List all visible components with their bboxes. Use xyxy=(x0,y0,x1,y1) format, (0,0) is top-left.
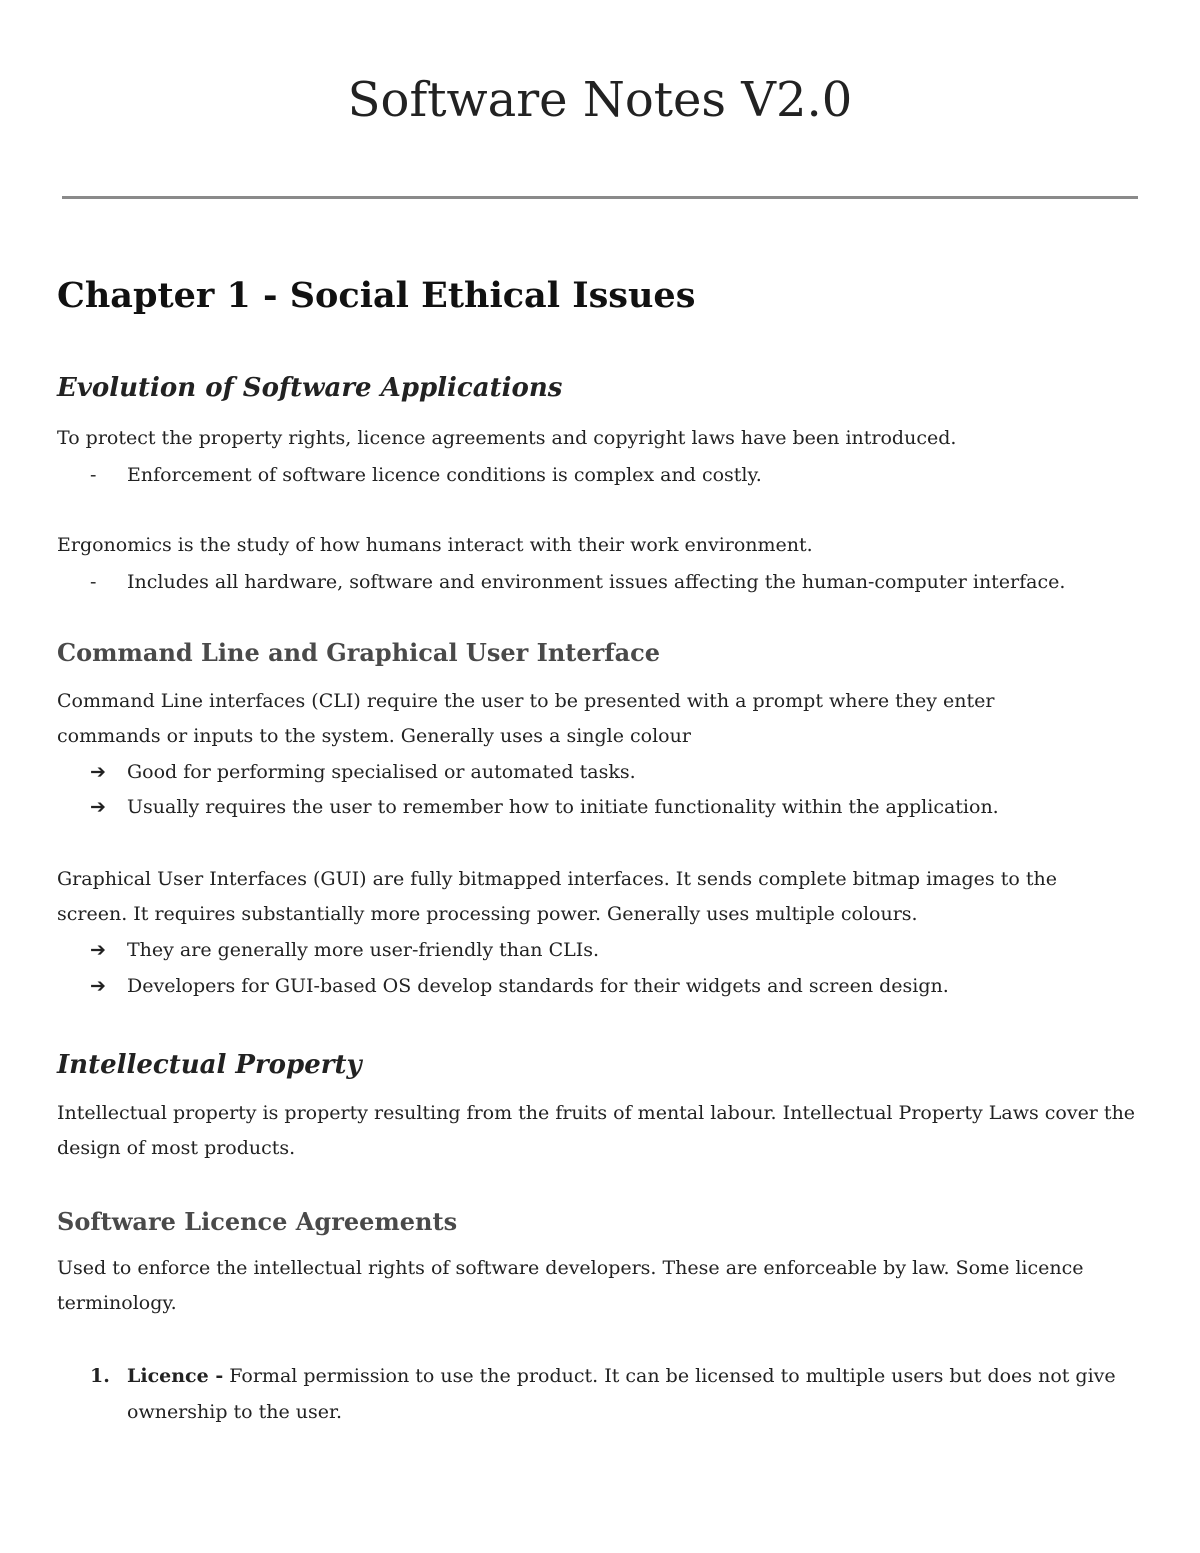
paragraph-intellectual-property: Intellectual property is property resulting from the fruits of mental labour. Intellectual Property Laws cover the design of most products. xyxy=(57,1102,1136,1159)
item-term: Licence - xyxy=(127,1365,224,1387)
bullet-text: Enforcement of software licence conditions is complex and costly. xyxy=(127,464,762,486)
bullet-text: Includes all hardware, software and environment issues affecting the human-computer interface. xyxy=(127,571,1066,593)
title-divider xyxy=(62,196,1138,199)
section-heading-intellectual-property: Intellectual Property xyxy=(57,1050,362,1080)
section-heading-evolution: Evolution of Software Applications xyxy=(57,373,563,403)
document-title: Software Notes V2.0 xyxy=(347,72,853,128)
paragraph-gui: Graphical User Interfaces (GUI) are fully bitmapped interfaces. It sends complete bitmap images to the screen. It requires substantially more processing power. Generally uses multiple colours. xyxy=(57,868,1057,925)
paragraph-property-rights: To protect the property rights, licence agreements and copyright laws have been introduced. xyxy=(57,427,957,449)
item-body xyxy=(127,1358,1140,1430)
paragraph-cli: Command Line interfaces (CLI) require the user to be presented with a prompt where they enter commands or inputs to the system. Generally uses a single colour xyxy=(57,690,995,747)
arrow-bullet-icon: ➔ xyxy=(90,761,106,783)
list-item xyxy=(90,935,599,965)
bullet-text: Usually requires the user to remember how to initiate functionality within the application. xyxy=(127,796,999,818)
bullet-text: Good for performing specialised or automated tasks. xyxy=(127,761,636,783)
section-heading-cli-gui: Command Line and Graphical User Interface xyxy=(57,638,661,667)
list-item xyxy=(90,567,1065,597)
arrow-bullet-icon: ➔ xyxy=(90,939,106,961)
paragraph-licence: Used to enforce the intellectual rights of software developers. These are enforceable by law. Some licence terminology. xyxy=(57,1257,1084,1314)
section-heading-licence: Software Licence Agreements xyxy=(57,1207,458,1236)
bullet-text: They are generally more user-friendly than CLIs. xyxy=(127,939,600,961)
list-item xyxy=(90,971,949,1001)
list-item xyxy=(90,460,762,490)
dash-bullet: - xyxy=(90,571,97,593)
list-item xyxy=(90,757,636,787)
numbered-list-item xyxy=(90,1358,1140,1430)
dash-bullet: - xyxy=(90,464,97,486)
chapter-heading: Chapter 1 - Social Ethical Issues xyxy=(57,275,696,316)
arrow-bullet-icon: ➔ xyxy=(90,975,106,997)
item-number: 1. xyxy=(90,1365,110,1387)
paragraph-ergonomics: Ergonomics is the study of how humans interact with their work environment. xyxy=(57,534,813,556)
list-item xyxy=(90,792,999,822)
item-text: Formal permission to use the product. It can be licensed to multiple users but does not give ownership to the user. xyxy=(127,1365,1116,1423)
bullet-text: Developers for GUI-based OS develop standards for their widgets and screen design. xyxy=(127,975,949,997)
arrow-bullet-icon: ➔ xyxy=(90,796,106,818)
